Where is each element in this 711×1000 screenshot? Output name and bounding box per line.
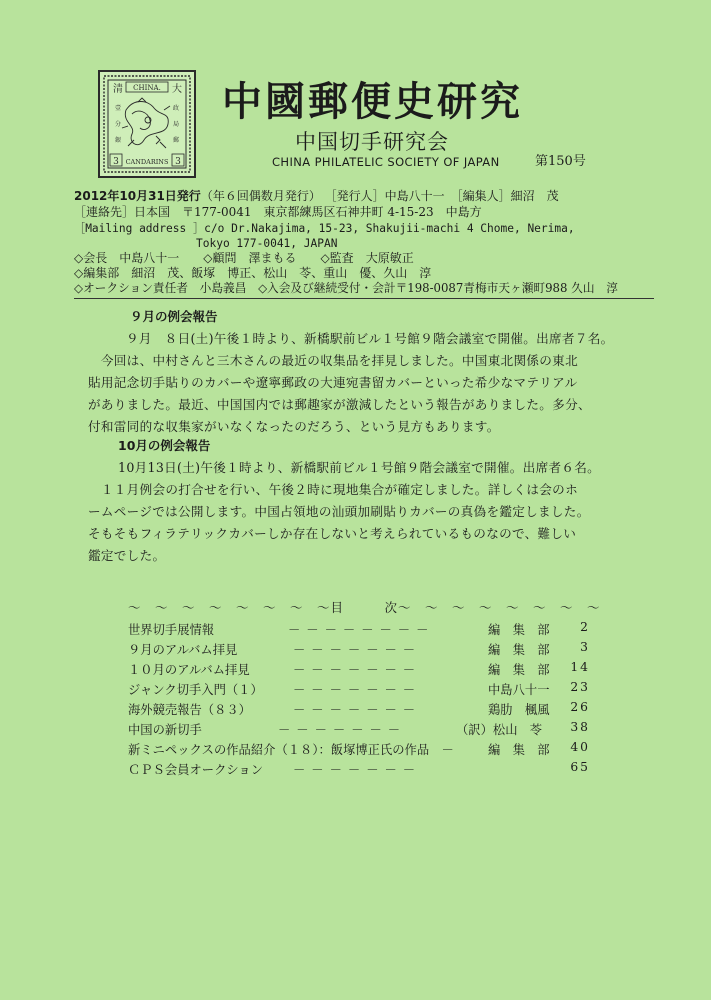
toc-title: １０月のアルバム拝見 (128, 663, 250, 677)
october-report-heading: 10月の例会報告 (118, 438, 211, 453)
toc-title: 海外競売報告（８３） (128, 703, 251, 717)
toc-author: 鶏肋 楓風 (488, 703, 550, 717)
toc-title: ９月のアルバム拝見 (128, 643, 238, 657)
toc-author: 中島八十一 (488, 683, 550, 697)
toc-leader: －－－－－－－ (293, 763, 422, 777)
svg-text:郵: 郵 (173, 137, 180, 144)
toc-title: 新ミニペックスの作品紹介（１８）：飯塚博正氏の作品 － (128, 743, 454, 757)
svg-text:壹: 壹 (115, 105, 122, 112)
toc-title: 中国の新切手 (128, 723, 202, 737)
auction-and-membership: ◇オークション責任者 小島義昌 ◇入会及び継続受付・会計〒198-0087青梅市天ヶ瀬町988 久山 淳 (74, 281, 618, 295)
publication-date: 2012年10月31日発行 (74, 189, 201, 203)
toc-page: 65 (570, 760, 590, 774)
september-report-line: 貼用記念切手貼りのカバーや遼寧郵政の大連宛書留カバーといった希少なマテリアル (88, 375, 578, 390)
society-name-japanese: 中国切手研究会 (295, 130, 449, 154)
toc-author: 編 集 部 (488, 743, 550, 757)
october-report-line: そもそもフィラテリックカバーしか存在しないと考えられているものなので、難しい (88, 526, 577, 541)
toc-leader: －－－－－－－ (278, 723, 407, 737)
issue-number: 第150号 (535, 154, 586, 169)
svg-text:CHINA.: CHINA. (133, 84, 161, 92)
toc-page: 3 (580, 640, 590, 654)
toc-row (128, 660, 598, 678)
september-report-line: ９月 ８日(土)午後１時より、新橋駅前ビル１号館９階会議室で開催。出席者７名。 (126, 331, 614, 346)
toc-page: 26 (570, 700, 590, 714)
toc-title: ＣＰＳ会員オークション (128, 763, 264, 777)
header-divider (74, 298, 654, 299)
officers-list: ◇会長 中島八十一 ◇顧問 澤まもる ◇監査 大原敏正 (74, 251, 414, 265)
september-report-line: がありました。最近、中国国内では郵趣家が激減したという報告がありました。多分、 (88, 397, 591, 412)
toc-row (128, 760, 598, 778)
toc-row (128, 620, 598, 638)
toc-row (128, 680, 598, 698)
mailing-address-line1: ［Mailing address ］c/o Dr.Nakajima, 15-23, Shakujii-machi 4 Chome, Nerima, (74, 222, 575, 235)
toc-heading: 〜 〜 〜 〜 〜 〜 〜 〜目 次〜 〜 〜 〜 〜 〜 〜 〜 (128, 600, 601, 615)
toc-leader: －－－－－－－ (293, 643, 422, 657)
svg-text:局: 局 (173, 121, 180, 128)
toc-page: 23 (570, 680, 590, 694)
svg-text:銀: 銀 (115, 137, 122, 144)
toc-author: 編 集 部 (488, 643, 550, 657)
toc-page: 40 (570, 740, 590, 754)
toc-leader: －－－－－－－ (293, 683, 422, 697)
svg-text:3: 3 (175, 157, 181, 167)
svg-text:大: 大 (172, 84, 182, 95)
toc-author: （訳）松山 苓 (456, 723, 543, 737)
toc-row (128, 740, 598, 758)
toc-page: 38 (570, 720, 590, 734)
contact-address: ［連絡先］日本国 〒177-0041 東京都練馬区石神井町 4-15-23 中島方 (74, 205, 482, 219)
svg-text:3: 3 (113, 157, 119, 167)
september-report-line: 付和雷同的な収集家がいなくなったのだろう、という見方もあります。 (88, 419, 500, 434)
toc-leader: －－－－－－－ (293, 663, 422, 677)
publication-info-line (74, 189, 559, 204)
october-report-line: 10月13日(土)午後１時より、新橋駅前ビル１号館９階会議室で開催。出席者６名。 (118, 460, 601, 475)
publication-title: 中國郵便史研究 (222, 79, 523, 125)
toc-row (128, 640, 598, 658)
toc-author: 編 集 部 (488, 663, 550, 677)
editorial-staff: ◇編集部 細沼 茂、飯塚 博正、松山 苓、重山 優、久山 淳 (74, 266, 432, 280)
publication-frequency-editors: （年６回偶数月発行） ［発行人］中島八十一 ［編集人］細沼 茂 (200, 189, 559, 203)
toc-row (128, 720, 598, 738)
society-name-english: CHINA PHILATELIC SOCIETY OF JAPAN (272, 155, 500, 169)
september-report-line: 今回は、中村さんと三木さんの最近の収集品を拝見しました。中国東北関係の東北 (88, 353, 578, 368)
svg-text:政: 政 (173, 105, 180, 112)
large-dragon-stamp-image (98, 70, 196, 178)
svg-text:清: 清 (113, 84, 123, 95)
svg-text:CANDARINS: CANDARINS (125, 158, 169, 166)
toc-page: 14 (570, 660, 590, 674)
toc-title: 世界切手展情報 (128, 623, 215, 637)
svg-text:分: 分 (115, 121, 122, 128)
toc-page: 2 (580, 620, 590, 634)
october-report-line: １１月例会の打合せを行い、午後２時に現地集合が確定しました。詳しくは会のホ (88, 482, 578, 497)
october-report-line: ームページでは公開します。中国占領地の汕頭加刷貼りカバーの真偽を鑑定しました。 (88, 504, 590, 519)
mailing-address-line2: Tokyo 177-0041, JAPAN (196, 237, 338, 250)
toc-leader: －－－－－－－ (293, 703, 422, 717)
toc-title: ジャンク切手入門（１） (128, 683, 263, 697)
october-report-line: 鑑定でした。 (88, 548, 166, 563)
toc-author: 編 集 部 (488, 623, 550, 637)
toc-row (128, 700, 598, 718)
september-report-heading: ９月の例会報告 (130, 309, 218, 324)
toc-leader: －－－－－－－－ (288, 623, 435, 637)
